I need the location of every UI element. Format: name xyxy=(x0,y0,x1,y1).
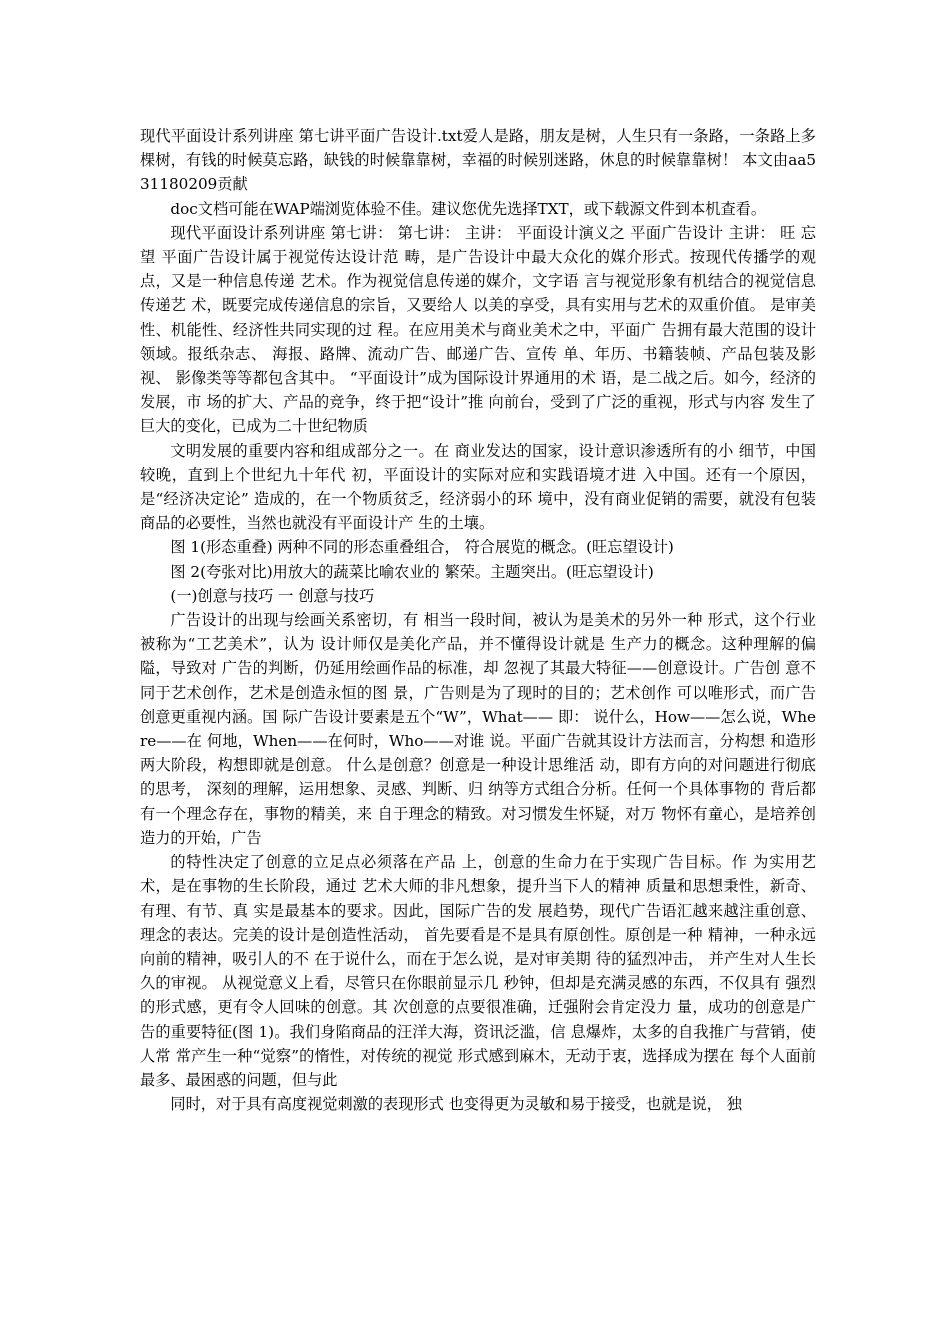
civilization-paragraph: 文明发展的重要内容和组成部分之一。在 商业发达的国家，设计意识渗透所有的小 细节，中国较晚，直到上个世纪九十年代 初，平面设计的实际对应和实践语境才进 入中国。还有一个原因，是“经济决定论” 造成的，在一个物质贫乏，经济弱小的环 境中，没有商业促销的需要，就没有包装 商品的必要性，当然也就没有平面设计产 生的土壤。 xyxy=(140,441,816,533)
simultaneously-paragraph: 同时，对于具有高度视觉刺激的表现形式 也变得更为灵敏和易于接受，也就是说， 独 xyxy=(170,1095,742,1114)
creativity-paragraph: 广告设计的出现与绘画关系密切，有 相当一段时间，被认为是美术的另外一种 形式，这个行业被称为“工艺美术”，认为 设计师仅是美化产品，并不懂得设计就是 生产力的概念。这种理解的偏隘，导致对 广告的判断，仍延用绘画作品的标准，却 忽视了其最大特征——创意设计。广告创 意不同于艺术创作，艺术是创造永恒的图 景，广告则是为了现时的目的；艺术创作 可以唯形式，而广告创意更重视内涵。国 际广告设计要素是五个“W”，What—— 即： 说什么，How——怎么说，Where——在 何地，When——在何时，Who——对谁 说。平面广告就其设计方法而言，分构想 和造形两大阶段，构想即就是创意。 什么是创意？创意是一种设计思维活 动，即有方向的对问题进行彻底的思考， 深刻的理解，运用想象、灵感、判断、归 纳等方式组合分析。任何一个具体事物的 背后都有一个理念存在，事物的精美，来 自于理念的精致。对习惯发生怀疑，对万 物怀有童心，是培养创造力的开始，广告 xyxy=(140,611,816,847)
figure-1-caption: 图 1(形态重叠) 两种不同的形态重叠组合， 符合展览的概念。(旺忘望设计) xyxy=(170,538,674,557)
header-paragraph: 现代平面设计系列讲座 第七讲平面广告设计.txt爱人是路，朋友是树，人生只有一条路，一条路上多棵树，有钱的时候莫忘路，缺钱的时候靠靠树，幸福的时候别迷路，休息的时候靠靠树！ 本文由aa531180209贡献 xyxy=(140,127,816,194)
intro-paragraph: 现代平面设计系列讲座 第七讲： 第七讲： 主讲： 平面设计演义之 平面广告设计 主讲： 旺 忘望 平面广告设计属于视觉传达设计范 畴，是广告设计中最大众化的媒介形式。按现代传播学的观点，又是一种信息传递 艺术。作为视觉信息传递的媒介，文字语 言与视觉形象有机结合的视觉信息传递艺 术，既要完成传递信息的宗旨，又要给人 以美的享受，具有实用与艺术的双重价值。 是审美性、机能性、经济性共同实现的过 程。在应用美术与商业美术之中，平面广 告拥有最大范围的设计领域。报纸杂志、 海报、路牌、流动广告、邮递广告、宣传 单、年历、书籍装帧、产品包装及影视、 影像类等等都包含其中。 “平面设计”成为国际设计界通用的术 语，是二战之后。如今，经济的发展，市 场的扩大、产品的竞争，终于把“设计”推 向前台，受到了广泛的重视，形式与内容 发生了巨大的变化，已成为二十世纪物质 xyxy=(140,223,816,436)
features-paragraph: 的特性决定了创意的立足点必须落在产品 上，创意的生命力在于实现广告目标。作 为实用艺术，是在事物的生长阶段，通过 艺术大师的非凡想象，提升当下人的精神 质量和思想秉性，新奇、有理、有节、真 实是最基本的要求。因此，国际广告的发 展趋势，现代广告语汇越来越注重创意、 理念的表达。完美的设计是创造性活动， 首先要看是不是具有原创性。原创是一种 精神，一种永远向前的精神，吸引人的不 在于说什么，而在于怎么说，是对审美期 待的猛烈冲击， 并产生对人生长久的审视。 从视觉意义上看，尽管只在你眼前显示几 秒钟，但却是充满灵感的东西，不仅具有 强烈的形式感，更有令人回味的创意。其 次创意的点要很准确，迁强附会肯定没力 量，成功的创意是广告的重要特征(图 1)。我们身陷商品的汪洋大海，资讯泛滥，信 息爆炸，太多的自我推广与营销，使人常 常产生一种“觉察”的惰性，对传统的视觉 形式感到麻木，无动于衷，选择成为摆在 每个人面前最多、最困惑的问题，但与此 xyxy=(140,853,816,1089)
document-body xyxy=(140,124,816,1116)
figure-2-caption: 图 2(夸张对比)用放大的蔬菜比喻农业的 繁荣。主题突出。(旺忘望设计) xyxy=(170,562,654,581)
section-heading: (一)创意与技巧 一 创意与技巧 xyxy=(170,586,375,605)
doc-notice-paragraph: doc文档可能在WAP端浏览体验不佳。建议您优先选择TXT，或下载源文件到本机查看。 xyxy=(170,199,767,218)
